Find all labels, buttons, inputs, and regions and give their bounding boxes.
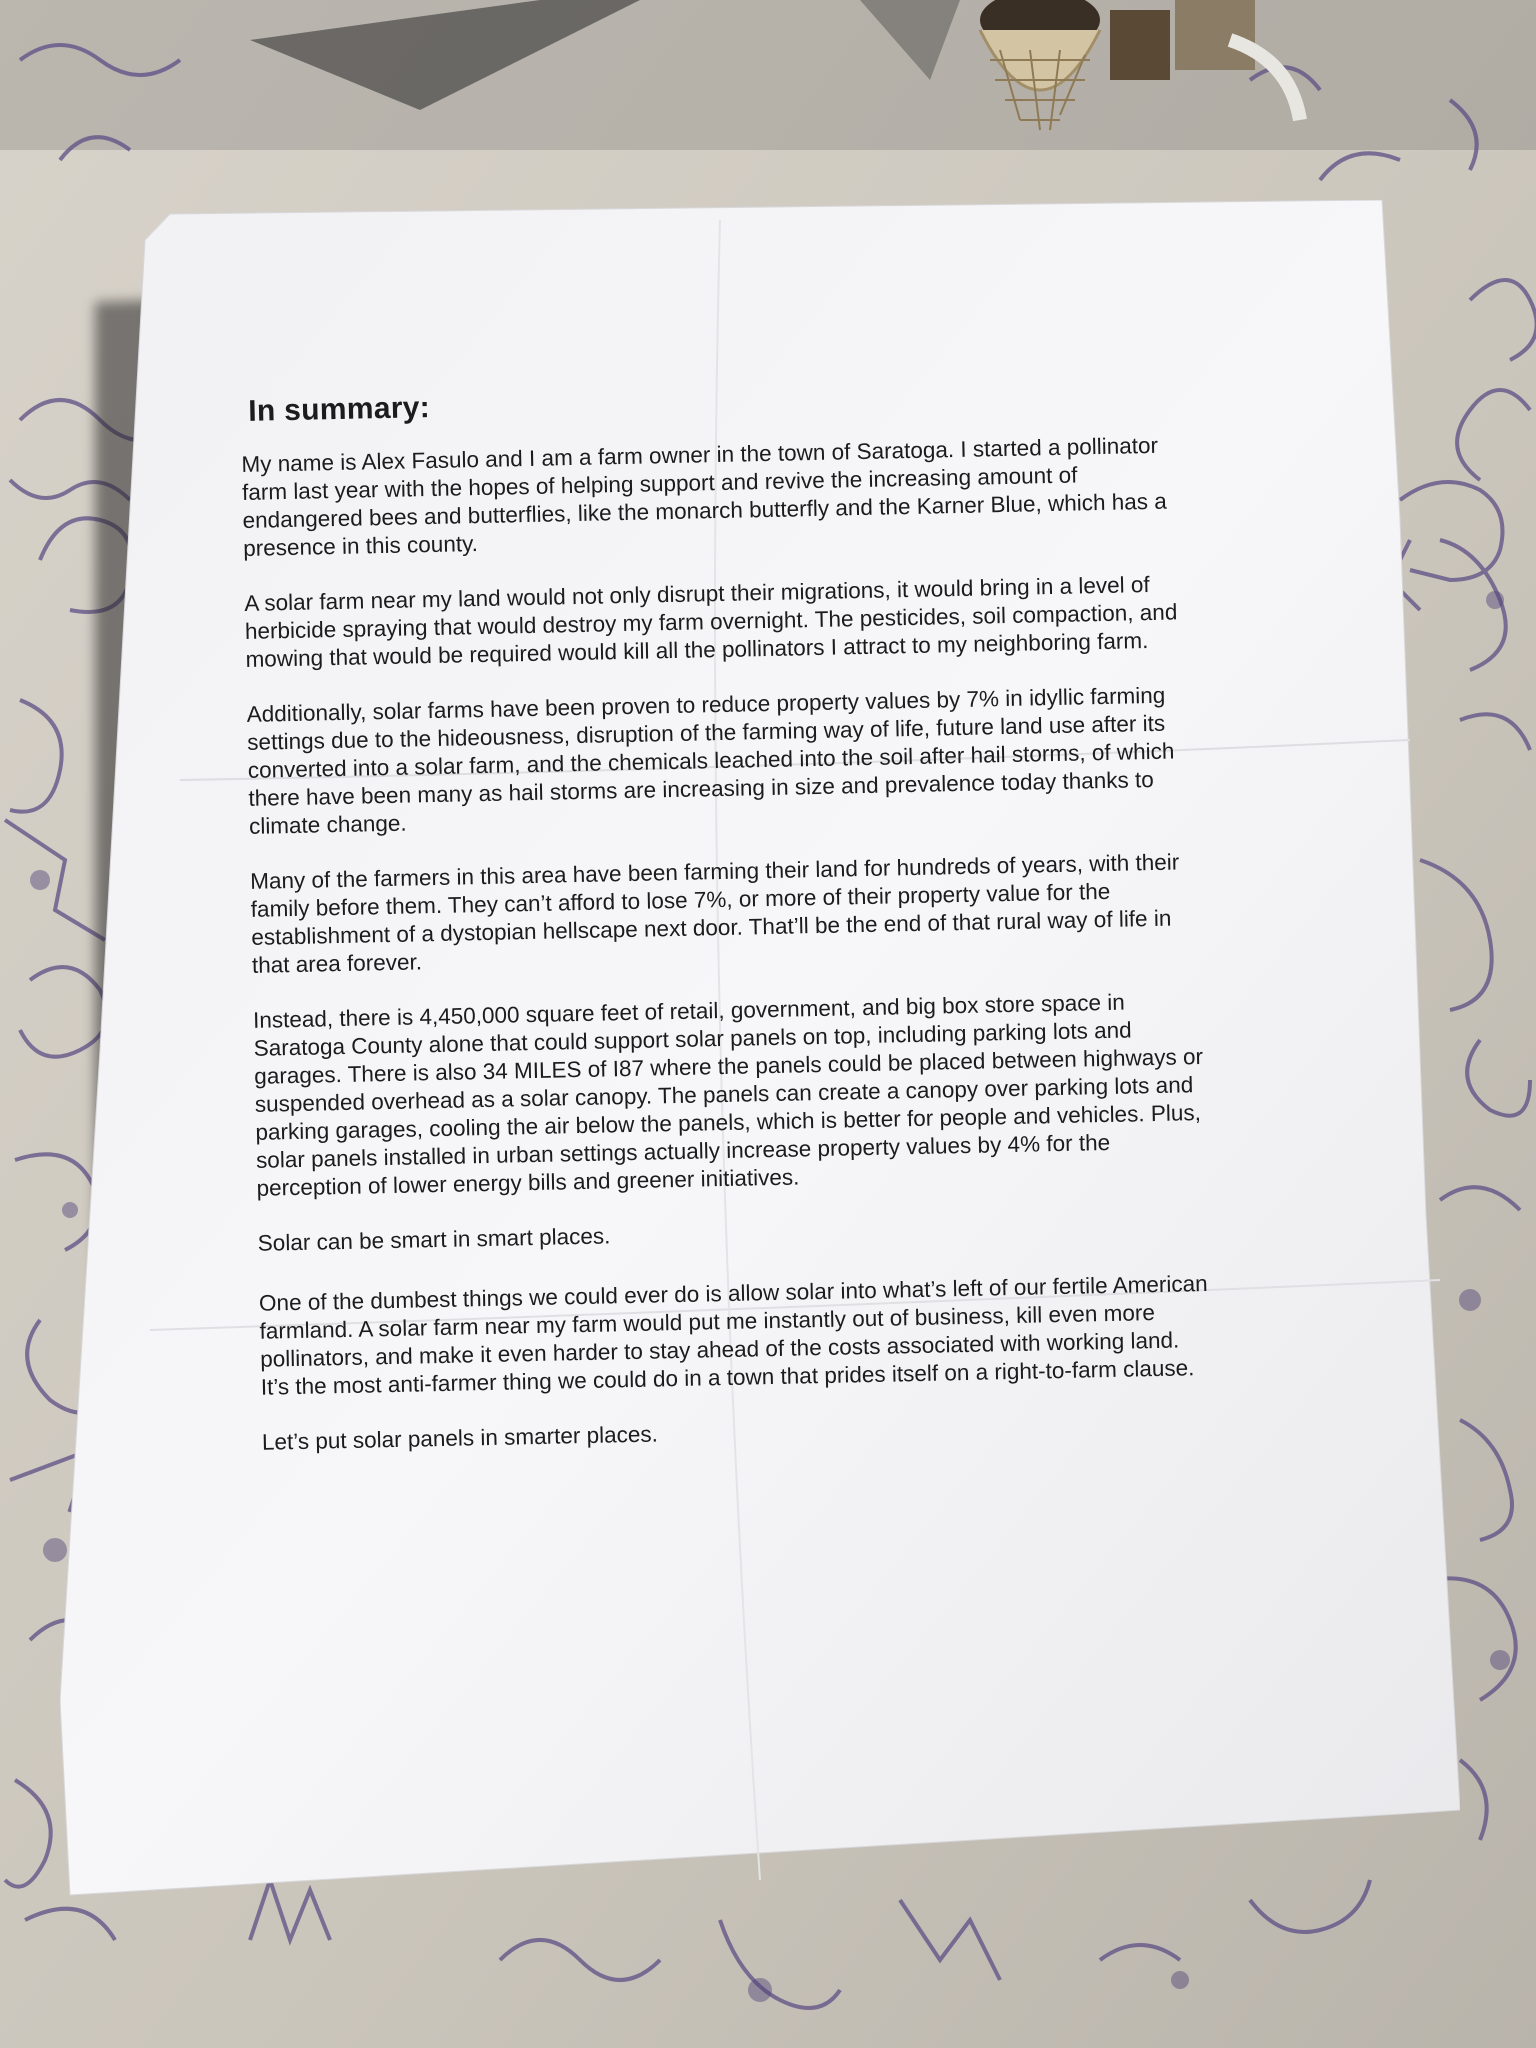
document-heading: In summary: [247, 391, 431, 428]
paragraph-alternatives: Instead, there is 4,450,000 square feet of retail, government, and big box store space in Saratoga County alone that could support solar panels on top, including parking lots and garages. There is also 34 MILES of I87 where the panels could be placed between highways or suspended overhead as a solar canopy. The panels can create a canopy over parking lots and parking garages, cooling the air below the panels, which is better for people and vehicles. Plus, solar panels installed in urban settings actually increase property values by 4% for the perception of lower energy bills and greener initiatives. [252, 989, 1204, 1201]
paragraph-solar-farm-impact: A solar farm near my land would not only disrupt their migrations, it would bring in a level of herbicide spraying that would destroy my farm overnight. The pesticides, soil compaction, and mowing that would be required would kill all the pollinators I attract to my neighboring farm. [244, 571, 1178, 672]
paragraph-closing: Let’s put solar panels in smarter places. [261, 1421, 659, 1455]
paragraph-property-values: Additionally, solar farms have been proven to reduce property values by 7% in idyllic farming settings due to the hideousness, disruption of the farming way of life, future land use after its converted into a solar farm, and the chemicals leached into the soil after hail storms, of which there have been many as hail storms are increasing in size and prevalence today thanks to climate change. [246, 682, 1175, 839]
paper-sheet [60, 200, 1460, 1900]
document-text [240, 375, 1213, 1484]
paragraph-farmland: One of the dumbest things we could ever do is allow solar into what’s left of our fertile American farmland. A solar farm near my farm would put me instantly out of business, kill even more pollinators, and make it even harder to stay ahead of the costs associated with working land. It’s the most anti-farmer thing we could do in a town that prides itself on a right-to-farm clause. [258, 1270, 1208, 1400]
paragraph-introduction: My name is Alex Fasulo and I am a farm owner in the town of Saratoga. I started a pollinator farm last year with the hopes of helping support and revive the increasing amount of endangered bees and butterflies, like the monarch butterfly and the Karner Blue, which has a presence in this county. [241, 432, 1168, 561]
paragraph-smart-places: Solar can be smart in smart places. [257, 1223, 611, 1256]
paragraph-farmers: Many of the farmers in this area have been farming their land for hundreds of years, with their family before them. They can’t afford to lose 7%, or more of their property value for the establishment of a dystopian hellscape next door. That’ll be the end of that rural way of life in that area forever. [249, 849, 1180, 978]
jar-with-twine-decoration [930, 0, 1310, 180]
